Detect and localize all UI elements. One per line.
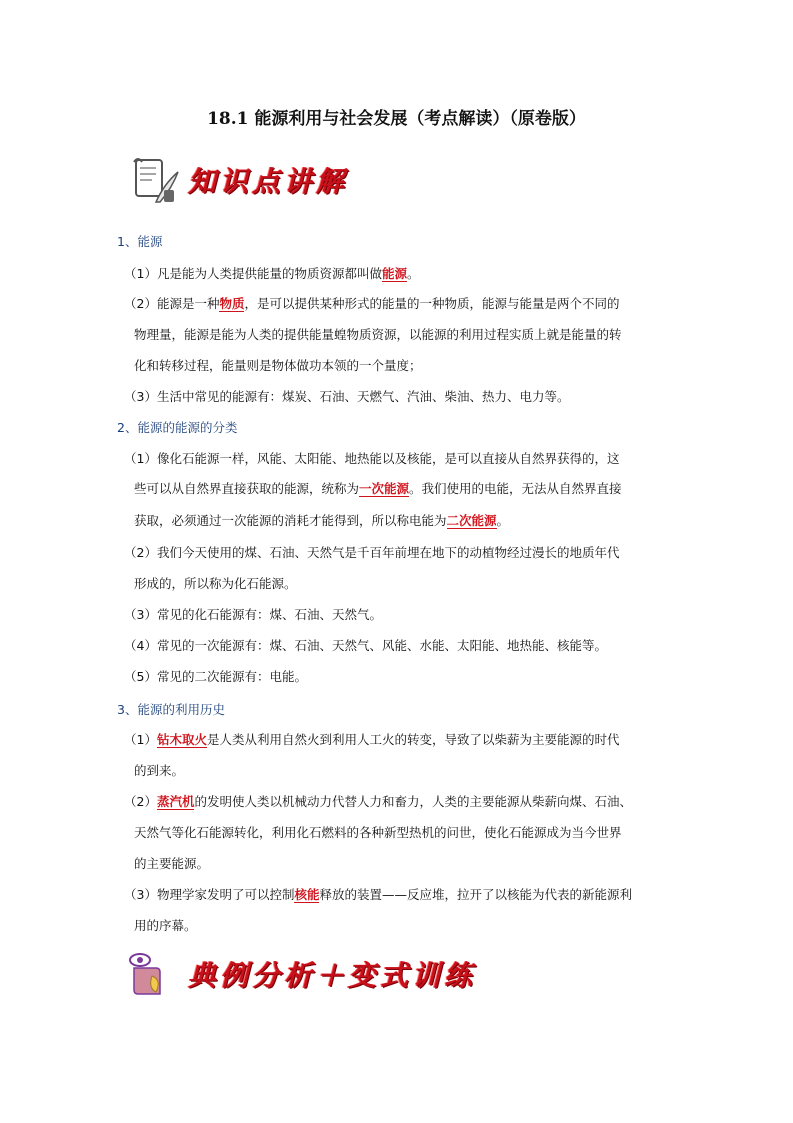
- text-span: （1）凡是能为人类提供能量的物质资源都叫做: [124, 266, 382, 281]
- text-span: （3）生活中常见的能源有：煤炭、石油、天燃气、汽油、柴油、热力、电力等。: [124, 389, 570, 404]
- eye-scroll-icon: [126, 946, 182, 1002]
- key-term: 能源: [381, 266, 407, 281]
- text-span: 形成的，所以称为化石能源。: [134, 576, 297, 591]
- text-span: 是人类从利用自然火到利用人工火的转变，导致了以柴薪为主要能源的时代: [206, 732, 620, 747]
- text-line: [134, 479, 622, 497]
- text-line: [134, 854, 209, 872]
- text-span: 物理量，能源是能为人类的提供能量蝗物质资源，以能源的利用过程实质上就是能量的转: [134, 327, 622, 342]
- text-line: [124, 605, 382, 623]
- key-term: 蒸汽机: [156, 794, 195, 809]
- text-line: [124, 730, 619, 748]
- key-term: 物质: [219, 296, 245, 311]
- text-span: （5）常见的二次能源有：电能。: [124, 669, 307, 684]
- text-line: [134, 511, 509, 529]
- text-line: [124, 543, 619, 561]
- text-span: （1）: [124, 732, 157, 747]
- text-span: （1）像化石能源一样，风能、太阳能、地热能以及核能，是可以直接从自然界获得的，这: [124, 451, 620, 466]
- text-span: 的主要能源。: [134, 856, 210, 871]
- text-line: [124, 294, 620, 312]
- key-term: 二次能源: [446, 513, 497, 528]
- text-line: [134, 823, 622, 841]
- text-line: [124, 667, 307, 685]
- key-term: 一次能源: [359, 481, 410, 496]
- banner-knowledge-label: 知识点讲解: [188, 165, 349, 198]
- key-term: 钻木取火: [156, 732, 207, 747]
- text-span: 获取，必须通过一次能源的消耗才能得到，所以称电能为: [134, 513, 447, 528]
- text-span: （2）能源是一种: [124, 296, 220, 311]
- section-heading: 1、能源: [117, 234, 163, 249]
- text-span: 。我们使用的电能，无法从自然界直接: [409, 481, 622, 496]
- section-heading: 3、能源的利用历史: [117, 702, 225, 717]
- text-span: 释放的装置——反应堆，拉开了以核能为代表的新能源利: [319, 887, 632, 902]
- text-span: （2）我们今天使用的煤、石油、天然气是千百年前埋在地下的动植物经过漫长的地质年代: [124, 545, 620, 560]
- text-span: 天然气等化石能源转化，利用化石燃料的各种新型热机的问世，使化石能源成为当今世界: [134, 825, 622, 840]
- text-span: ，是可以提供某种形式的能量的一种物质，能源与能量是两个不同的: [244, 296, 620, 311]
- text-span: （3）物理学家发明了可以控制: [124, 887, 295, 902]
- scroll-quill-icon: [126, 152, 182, 208]
- text-span: （2）: [124, 794, 157, 809]
- text-span: （3）常见的化石能源有：煤、石油、天然气。: [124, 607, 382, 622]
- text-span: 用的序幕。: [134, 918, 197, 933]
- text-span: 。: [406, 266, 420, 281]
- text-line: [124, 449, 619, 467]
- section-heading: 2、能源的能源的分类: [117, 420, 238, 435]
- text-span: 。: [496, 513, 510, 528]
- text-line: [134, 761, 184, 779]
- text-line: [124, 264, 420, 282]
- text-line: [134, 356, 422, 374]
- text-line: [124, 636, 607, 654]
- text-line: [124, 792, 632, 810]
- text-span: 些可以从自然界直接获取的能源，统称为: [134, 481, 360, 496]
- text-span: 的到来。: [134, 763, 185, 778]
- banner-examples-label: 典例分析＋变式训练: [188, 959, 477, 992]
- text-line: [124, 387, 569, 405]
- text-span: （4）常见的一次能源有：煤、石油、天然气、风能、水能、太阳能、地热能、核能等。: [124, 638, 607, 653]
- text-line: [134, 916, 197, 934]
- banner-knowledge: [126, 150, 348, 210]
- text-line: [134, 325, 622, 343]
- page-title: 18.1 能源利用与社会发展（考点解读）（原卷版）: [207, 109, 586, 129]
- text-line: [124, 885, 632, 903]
- key-term: 核能: [294, 887, 320, 902]
- banner-examples: [126, 944, 476, 1004]
- text-span: 化和转移过程，能量则是物体做功本领的一个量度；: [134, 358, 422, 373]
- text-span: 的发明使人类以机械动力代替人力和畜力，人类的主要能源从柴薪向煤、石油、: [194, 794, 632, 809]
- text-line: [134, 574, 297, 592]
